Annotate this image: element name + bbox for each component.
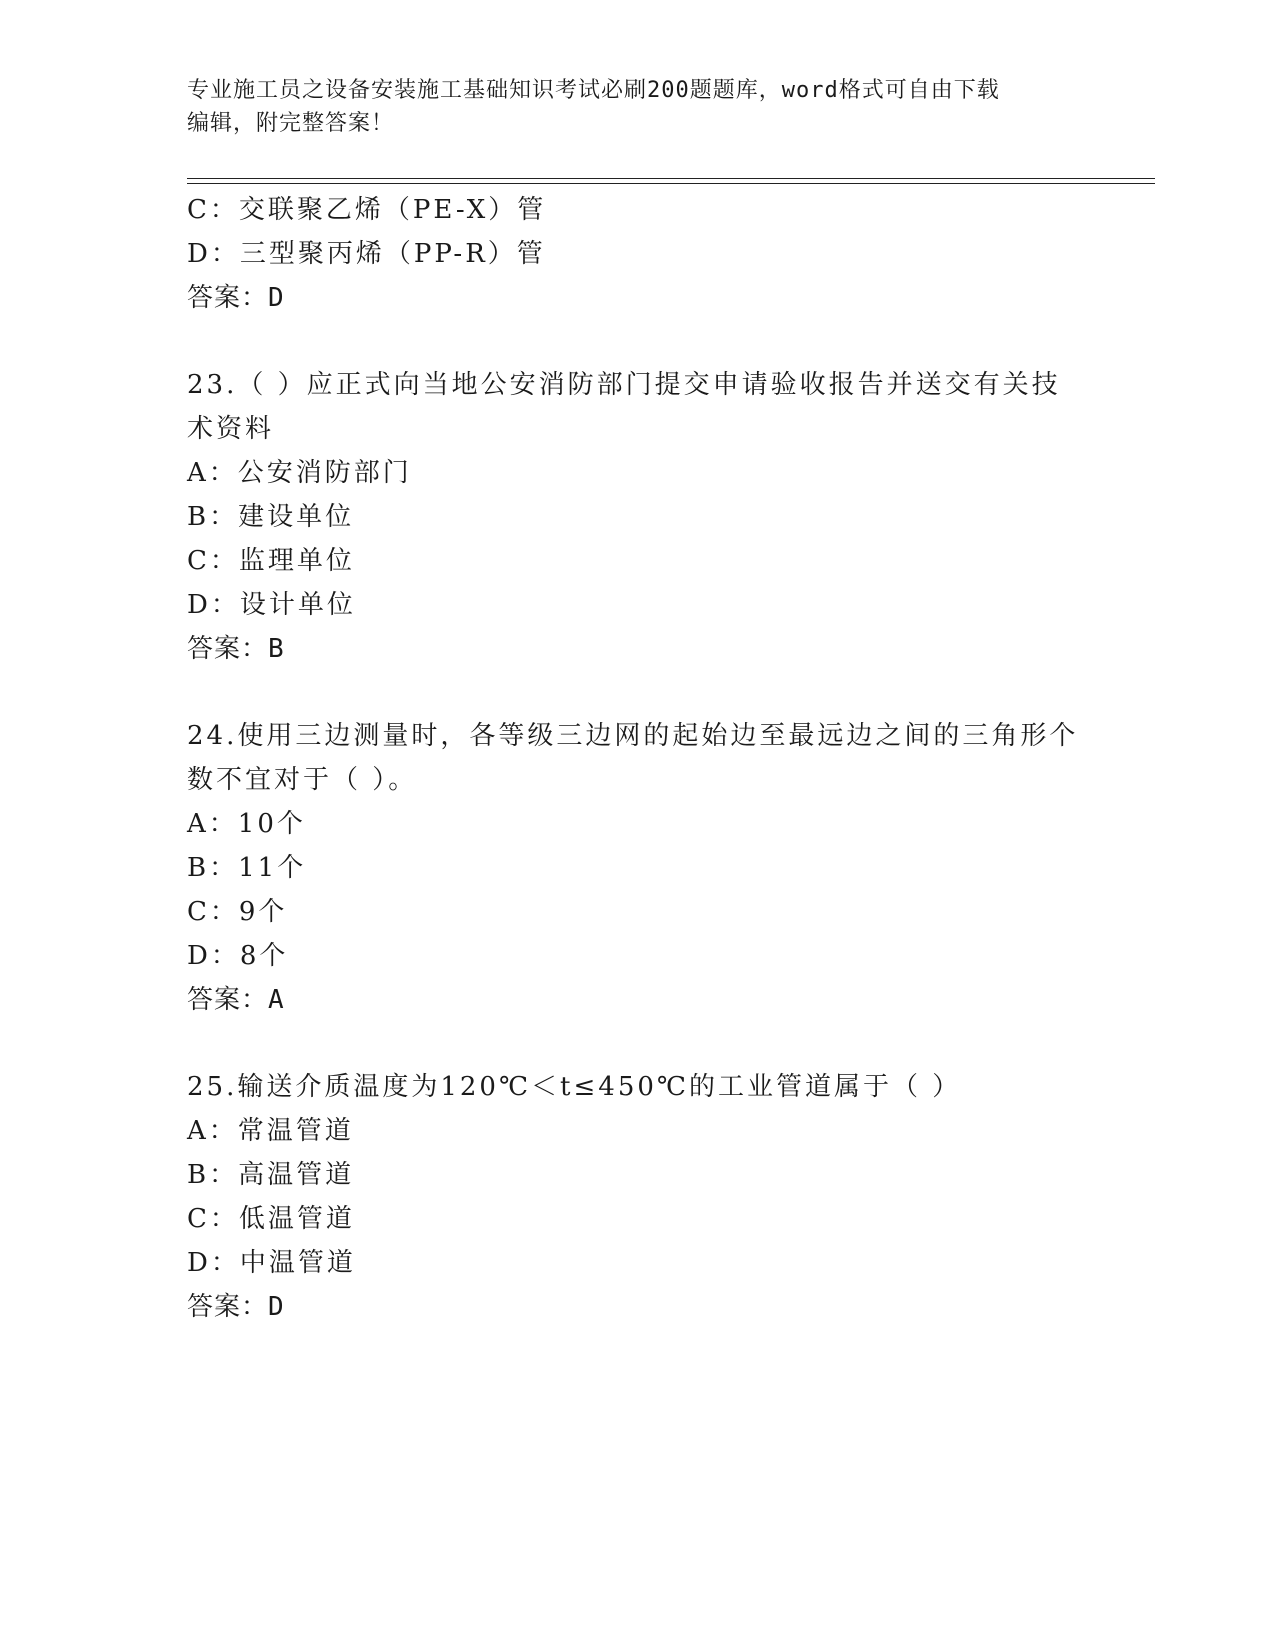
question-24-option-a: A：10个: [187, 809, 306, 839]
question-23-stem-line-1: 23.（ ）应正式向当地公安消防部门提交申请验收报告并送交有关技: [187, 370, 1061, 400]
question-23-option-d: D：设计单位: [187, 590, 356, 620]
prev-answer: 答案：D: [187, 283, 285, 313]
prev-option-d: D：三型聚丙烯（PP-R）管: [187, 239, 546, 269]
header-line-2: 编辑，附完整答案！: [187, 111, 395, 136]
document-header: [187, 74, 1087, 140]
question-23-option-c: C：监理单位: [187, 546, 355, 576]
question-23-stem-line-2: 术资料: [187, 414, 275, 444]
question-25-option-d: D：中温管道: [187, 1248, 356, 1278]
question-25-option-a: A：常温管道: [187, 1116, 354, 1146]
question-25-stem-line-1: 25.输送介质温度为120℃＜t≤450℃的工业管道属于（ ）: [187, 1072, 962, 1102]
question-24-option-d: D：8个: [187, 941, 289, 971]
question-25-answer: 答案：D: [187, 1292, 285, 1322]
prev-option-c: C：交联聚乙烯（PE-X）管: [187, 195, 547, 225]
question-23-answer: 答案：B: [187, 634, 285, 664]
question-25-option-b: B：高温管道: [187, 1160, 355, 1190]
header-divider-bottom: [187, 183, 1155, 184]
question-24-option-c: C：9个: [187, 897, 288, 927]
question-23-option-b: B：建设单位: [187, 502, 355, 532]
question-25-option-c: C：低温管道: [187, 1204, 355, 1234]
question-24-answer: 答案：A: [187, 985, 285, 1015]
question-24-stem-line-1: 24.使用三边测量时，各等级三边网的起始边至最远边之间的三角形个: [187, 721, 1079, 751]
header-line-1: 专业施工员之设备安装施工基础知识考试必刷200题题库，word格式可自由下载: [187, 78, 1000, 103]
question-23-option-a: A：公安消防部门: [187, 458, 412, 488]
question-24-option-b: B：11个: [187, 853, 307, 883]
question-24-stem-line-2: 数不宜对于（ ）。: [187, 765, 418, 795]
header-divider-top: [187, 178, 1155, 179]
